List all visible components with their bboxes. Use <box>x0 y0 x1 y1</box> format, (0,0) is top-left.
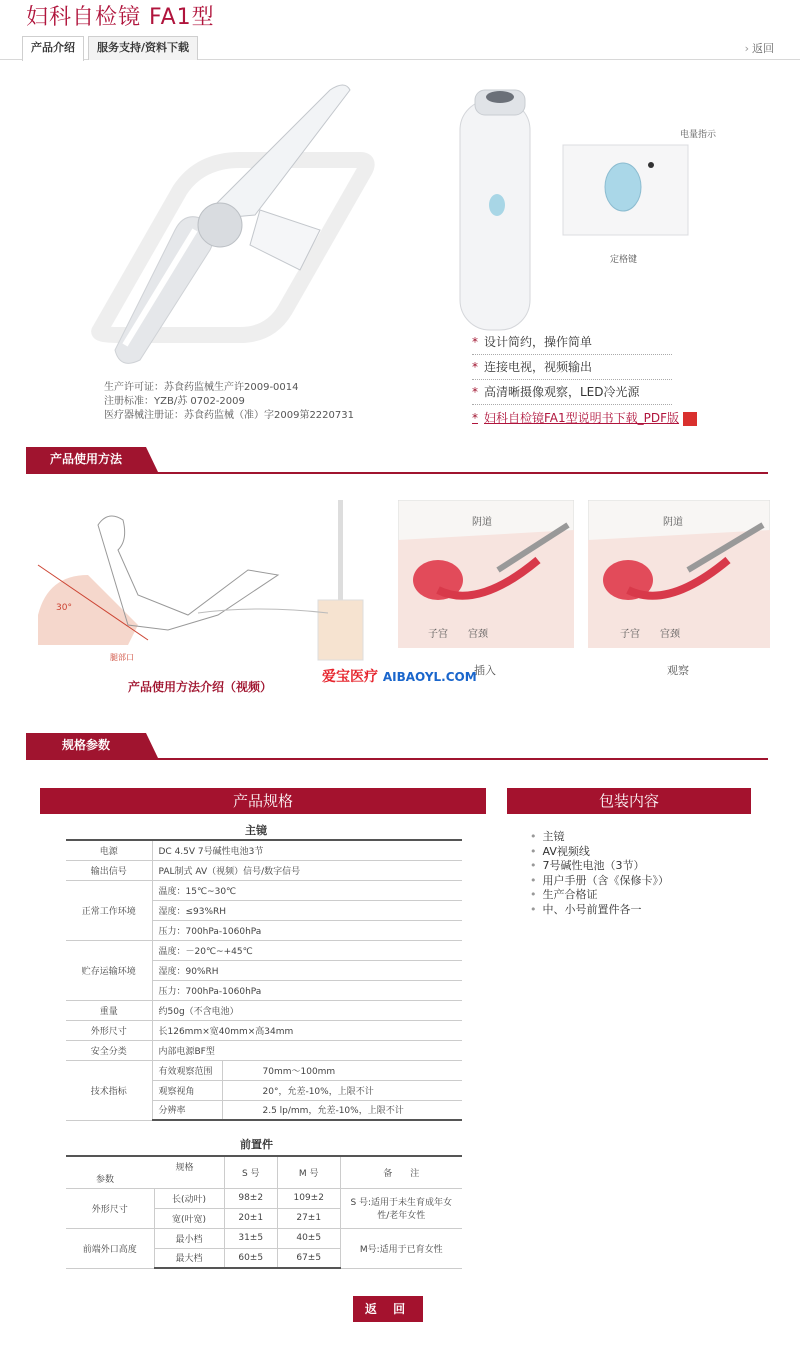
caption-observe: 观察 <box>667 664 689 677</box>
pillow-label: 腿部口 <box>110 653 134 662</box>
list-item: • 用户手册（含《保修卡》） <box>530 874 669 889</box>
manual-download-link[interactable]: * 妇科自检镜FA1型说明书下载_PDF版 <box>472 407 702 431</box>
return-button[interactable]: 返 回 <box>353 1296 423 1322</box>
label-uterus: 子宫 <box>620 629 640 640</box>
back-link[interactable]: › 返回 <box>744 42 774 55</box>
list-item: • 生产合格证 <box>530 888 669 903</box>
feature-item: * 高清晰摄像观察，LED冷光源 <box>472 381 672 405</box>
product-image-camera <box>455 85 735 340</box>
usage-video-link[interactable]: 产品使用方法介绍（视频） <box>128 680 273 694</box>
chevron-right-icon: › <box>744 42 749 55</box>
cert-standard: 注册标准：YZB/苏 0702-2009 <box>104 396 245 407</box>
section-specs-header: 规格参数 <box>26 733 768 760</box>
label-cervix: 宫颈 <box>660 629 680 640</box>
tab-product-intro[interactable]: 产品介绍 <box>22 36 84 61</box>
label-fix-key: 定格键 <box>610 255 638 265</box>
front-part-title: 前置件 <box>240 1138 273 1151</box>
label-uterus: 子宫 <box>428 629 448 640</box>
list-item: • 7号碱性电池（3节） <box>530 859 669 874</box>
list-item: • 主镜 <box>530 830 669 845</box>
label-vagina: 阴道 <box>663 517 683 528</box>
usage-illustration <box>28 495 388 665</box>
list-item: • AV视频线 <box>530 845 669 860</box>
tab-bar <box>0 34 800 60</box>
page-title: 妇科自检镜 FA1型 <box>26 5 215 30</box>
spec-header: 产品规格 <box>40 788 486 814</box>
label-vagina: 阴道 <box>472 517 492 528</box>
section-usage-header: 产品使用方法 <box>26 447 768 474</box>
feature-item: * 设计简约，操作简单 <box>472 331 672 355</box>
package-header: 包装内容 <box>507 788 751 814</box>
watermark: 爱宝医疗 AIBAOYL.COM <box>322 669 477 685</box>
caption-insert: 插入 <box>474 664 496 677</box>
label-power-indicator: 电量指示 <box>680 130 717 140</box>
feature-item: * 连接电视，视频输出 <box>472 356 672 380</box>
cert-license: 生产许可证：苏食药监械生产许2009-0014 <box>104 382 299 393</box>
label-cervix: 宫颈 <box>468 629 488 640</box>
package-list <box>530 830 669 917</box>
list-item: • 中、小号前置件各一 <box>530 903 669 918</box>
cert-registration: 医疗器械注册证：苏食药监械（准）字2009第2220731 <box>104 410 354 421</box>
pdf-icon <box>683 412 697 426</box>
product-image-speculum <box>60 70 420 370</box>
tab-service-download[interactable]: 服务支持/资料下载 <box>88 36 198 60</box>
main-spec-table: 电源 DC 4.5V 7号碱性电池3节 输出信号 PAL制式 AV（视频）信号/数字信号 正常工作环境 温度：15℃~30℃ 湿度：≤93%RH 压力：700hPa-1060hPa 贮存运输环境 温度：－20℃~+45℃ 湿度：90%RH 压力：700hPa-1060hPa 重量 约50g（不含电池） 外形尺寸 长126mm×宽40mm×高34mm 安全分类 内部电源BF型 技术指标 有效观察范围 70mm～100mm 观察视角 20°，允差-10%，上限不计 分辨率 2.5 lp/mm，允差-10%，上限不计 <box>66 839 462 1121</box>
front-part-table: 规格 参数 S 号 M 号 备 注 外形尺寸 长(动叶) 98±2 109±2 S 号:适用于未生育成年女性/老年女性 宽(叶宽) 20±1 27±1 前端外口高度 最小档 31±5 40±5 M号:适用于已育女性 最大档 60±5 67±5 <box>66 1155 462 1269</box>
main-lens-title: 主镜 <box>245 824 267 837</box>
angle-label: 30° <box>56 603 72 613</box>
